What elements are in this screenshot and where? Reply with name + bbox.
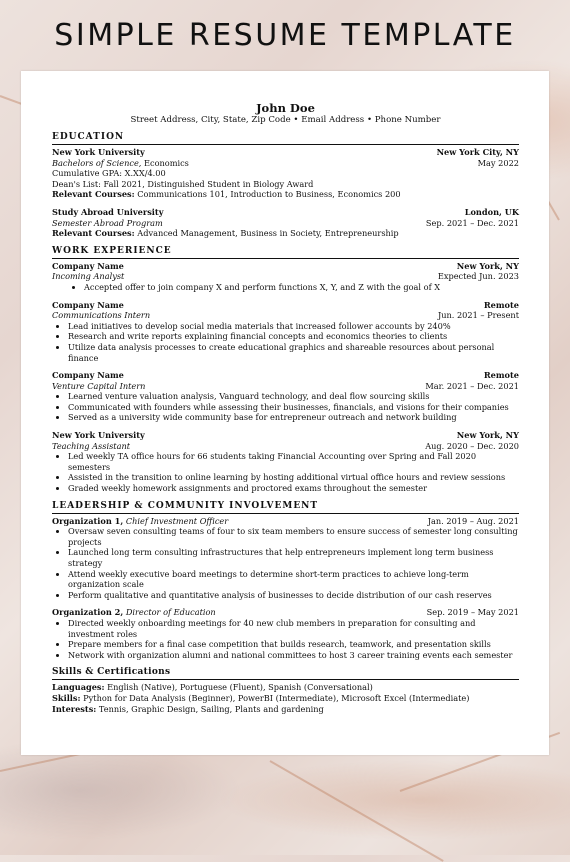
education-entry bbox=[52, 147, 519, 200]
relevant-courses: Relevant Courses: Communications 101, Introduction to Business, Economics 200 bbox=[52, 189, 401, 200]
bullet-item: • Directed weekly onboarding meetings for 40 new club members in preparation for consulting and investment roles bbox=[68, 618, 519, 639]
work-entry bbox=[52, 430, 519, 494]
bullet-item: • Lead initiatives to develop social media materials that increased follower accounts by 240% bbox=[68, 321, 519, 332]
organization-role: Organization 1, Chief Investment Officer bbox=[52, 515, 229, 526]
company-location: New York, NY bbox=[456, 430, 519, 441]
bullet-list bbox=[52, 282, 519, 293]
company-location: Remote bbox=[483, 299, 519, 310]
bullet-item: • Network with organization alumni and national committees to host 3 career training events each semester bbox=[68, 650, 519, 661]
job-role: Teaching Assistant bbox=[52, 440, 131, 451]
bullet-item: • Oversaw seven consulting teams of four to six team members to ensure success of semester long consulting projects bbox=[68, 526, 519, 547]
bullet-item: • Perform qualitative and quantitative analysis of businesses to decide distribution of our cash reserves bbox=[68, 590, 519, 601]
role-date: Sep. 2019 – May 2021 bbox=[426, 607, 519, 618]
marble-vein bbox=[270, 760, 444, 862]
job-date: Mar. 2021 – Dec. 2021 bbox=[425, 380, 519, 391]
skills-line: Skills: Python for Data Analysis (Beginner), PowerBI (Intermediate), Microsoft Excel (Intermediate) bbox=[52, 692, 470, 703]
interests-line: Interests: Tennis, Graphic Design, Sailing, Plants and gardening bbox=[52, 703, 324, 714]
job-date: Jun. 2021 – Present bbox=[437, 310, 519, 321]
work-entry bbox=[52, 370, 519, 423]
bullet-list bbox=[52, 391, 519, 423]
bullet-item: • Communicated with founders while assessing their businesses, financials, and visions for their companies bbox=[68, 402, 519, 413]
degree: Bachelors of Science, Economics bbox=[52, 157, 189, 168]
bullet-list bbox=[52, 526, 519, 600]
bullet-item: • Served as a university wide community base for entrepreneur outreach and network building bbox=[68, 412, 519, 423]
company-location: Remote bbox=[483, 370, 519, 381]
program: Semester Abroad Program bbox=[52, 217, 163, 228]
graduation-date: May 2022 bbox=[477, 157, 519, 168]
bullet-item: • Learned venture valuation analysis, Vanguard technology, and deal flow sourcing skills bbox=[68, 391, 519, 402]
leadership-entry bbox=[52, 516, 519, 601]
education-heading: EDUCATION bbox=[52, 132, 519, 145]
organization-role: Organization 2, Director of Education bbox=[52, 607, 216, 618]
resume-content bbox=[52, 102, 519, 714]
marble-vein bbox=[547, 201, 560, 221]
job-date: Expected Jun. 2023 bbox=[437, 271, 519, 282]
work-heading: WORK EXPERIENCE bbox=[52, 246, 519, 259]
work-entry bbox=[52, 261, 519, 293]
leadership-heading: LEADERSHIP & COMMUNITY INVOLVEMENT bbox=[52, 501, 519, 514]
program-date: Sep. 2021 – Dec. 2021 bbox=[425, 217, 519, 228]
school-location: New York City, NY bbox=[436, 147, 519, 157]
bullet-item: • Accepted offer to join company X and perform functions X, Y, and Z with the goal of X bbox=[84, 282, 519, 293]
bullet-list bbox=[52, 321, 519, 363]
bullet-item: • Assisted in the transition to online learning by hosting additional virtual office hours and review sessions bbox=[68, 472, 519, 483]
skills-heading: Skills & Certifications bbox=[52, 667, 519, 680]
company-name: Company Name bbox=[52, 370, 124, 381]
banner-title: SIMPLE RESUME TEMPLATE bbox=[54, 18, 516, 53]
contact-line: Street Address, City, State, Zip Code • Email Address • Phone Number bbox=[130, 115, 441, 125]
role-date: Jan. 2019 – Aug. 2021 bbox=[427, 515, 519, 526]
bullet-list bbox=[52, 451, 519, 493]
bullet-item: • Led weekly TA office hours for 66 students taking Financial Accounting over Spring and Fall 2020 semesters bbox=[68, 451, 519, 472]
school-name: New York University bbox=[52, 147, 145, 157]
school-name: Study Abroad University bbox=[52, 206, 164, 217]
job-role: Venture Capital Intern bbox=[52, 380, 146, 391]
languages-line: Languages: English (Native), Portuguese (Fluent), Spanish (Conversational) bbox=[52, 682, 373, 693]
job-role: Incoming Analyst bbox=[52, 271, 125, 282]
company-name: Company Name bbox=[52, 260, 124, 271]
job-role: Communications Intern bbox=[52, 310, 151, 321]
work-entry bbox=[52, 300, 519, 364]
school-location: London, UK bbox=[464, 206, 519, 217]
company-location: New York, NY bbox=[456, 260, 519, 271]
leadership-entry bbox=[52, 607, 519, 660]
relevant-courses: Relevant Courses: Advanced Management, Business in Society, Entrepreneurship bbox=[52, 228, 399, 239]
bullet-item: • Prepare members for a final case competition that builds research, teamwork, and presentation skills bbox=[68, 639, 519, 650]
deans-list: Dean's List: Fall 2021, Distinguished Student in Biology Award bbox=[52, 178, 314, 189]
bullet-item: • Attend weekly executive board meetings to determine short-term practices to achieve long-term organization scale bbox=[68, 569, 519, 590]
bullet-list bbox=[52, 618, 519, 660]
education-entry bbox=[52, 207, 519, 239]
job-date: Aug. 2020 – Dec. 2020 bbox=[425, 440, 519, 451]
company-name: Company Name bbox=[52, 299, 124, 310]
candidate-name: John Doe bbox=[256, 101, 315, 115]
bullet-item: • Utilize data analysis processes to create educational graphics and shareable resources about personal finance bbox=[68, 342, 519, 363]
bullet-item: • Launched long term consulting infrastructures that help entrepreneurs implement long term business strategy bbox=[68, 547, 519, 568]
gpa: Cumulative GPA: X.XX/4.00 bbox=[52, 168, 166, 179]
bullet-item: • Research and write reports explaining financial concepts and economics theories to clients bbox=[68, 331, 519, 342]
company-name: New York University bbox=[52, 430, 145, 441]
bullet-item: • Graded weekly homework assignments and proctored exams throughout the semester bbox=[68, 483, 519, 494]
resume-page bbox=[21, 71, 549, 755]
